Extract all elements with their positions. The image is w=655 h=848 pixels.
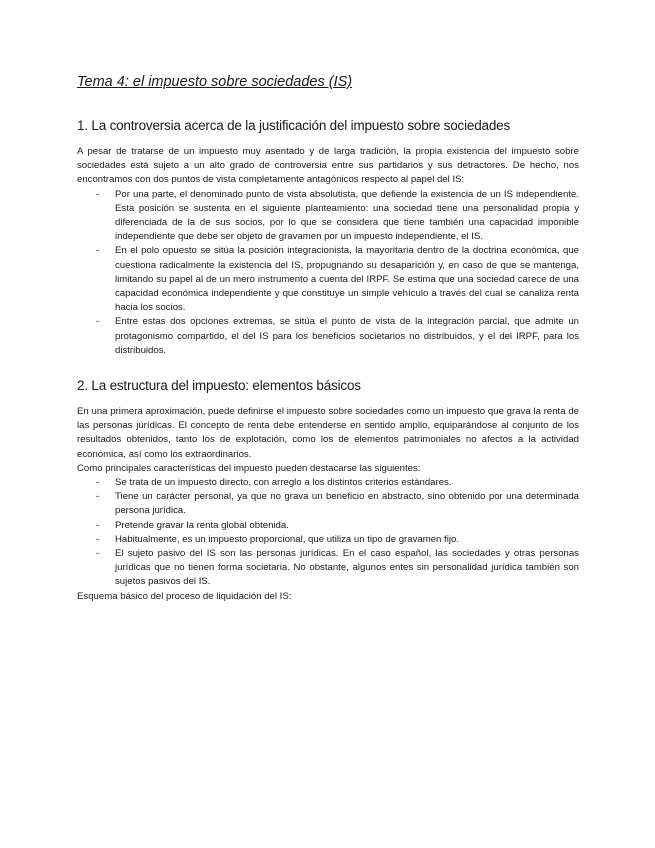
list-item-text: Tiene un carácter personal, ya que no grava un beneficio en abstracto, sino obtenido por una determinada persona jurídica. <box>115 491 579 517</box>
section-2-heading: 2. La estructura del impuesto: elementos básicos <box>77 378 361 394</box>
list-item-text: Entre estas dos opciones extremas, se sitúa el punto de vista de la integración parcial, que admite un protagonismo compartido, el del IS para los beneficios societarios no distribuidos, y el del IRPF, para los distribuidos. <box>115 316 579 356</box>
bullet-dash: - <box>96 477 100 489</box>
list-item-text: Se trata de un impuesto directo, con arreglo a los distintos criterios estándares. <box>115 477 452 489</box>
bullet-dash: - <box>96 491 100 503</box>
section-2-lead: Como principales características del impuesto pueden destacarse las siguientes: <box>77 462 421 474</box>
section-1-list <box>77 188 579 358</box>
list-item <box>77 547 579 590</box>
list-item-text: Por una parte, el denominado punto de vista absolutista, que defiende la existencia de un IS independiente. Esta posición se sustenta en el siguiente planteamiento: una sociedad tiene una personalidad propia y diferenciada de la de sus socios, por lo que se considera que tiene también una capacidad imponible independiente que debe ser objeto de gravamen por un impuesto independiente, el IS. <box>115 188 579 243</box>
list-item <box>77 476 579 490</box>
list-item-text: Pretende gravar la renta global obtenida. <box>115 519 289 531</box>
list-item-text: Habitualmente, es un impuesto proporcional, que utiliza un tipo de gravamen fijo. <box>115 533 459 545</box>
bullet-dash: - <box>96 533 100 545</box>
list-item <box>77 244 579 315</box>
document-title: Tema 4: el impuesto sobre sociedades (IS) <box>77 74 353 90</box>
bullet-dash: - <box>96 188 100 200</box>
list-item-text: El sujeto pasivo del IS son las personas jurídicas. En el caso español, las sociedades y otras personas jurídicas que no tienen forma societaria. No obstante, algunos entes sin personalidad jurídica también son sujetos pasivos del IS. <box>115 548 579 588</box>
document-page <box>77 74 579 604</box>
section-2-intro: En una primera aproximación, puede definirse el impuesto sobre sociedades como un impuesto que grava la renta de las personas jurídicas. El concepto de renta debe entenderse en sentido amplio, equiparándose al conjunto de los resultados obtenidos, tanto los de explotación, como los de elementos patrimoniales no afectos a la actividad económica, así como los extraordinarios. <box>77 406 579 460</box>
bullet-dash: - <box>96 316 100 328</box>
section-1-heading: 1. La controversia acerca de la justificación del impuesto sobre sociedades <box>77 118 510 133</box>
section-2-closing: Esquema básico del proceso de liquidación del IS: <box>77 590 292 602</box>
section-1-intro: A pesar de tratarse de un impuesto muy asentado y de larga tradición, la propia existencia del impuesto sobre sociedades está sujeto a un alto grado de controversia entre sus partidarios y sus detractores. De hecho, nos encontramos con dos puntos de vista completamente antagónicos respecto al papel del IS: <box>77 146 579 186</box>
section-2 <box>77 378 579 604</box>
bullet-dash: - <box>96 548 100 560</box>
list-item <box>77 519 579 533</box>
list-item <box>77 188 579 245</box>
list-item <box>77 315 579 358</box>
list-item <box>77 490 579 518</box>
section-2-list <box>77 476 579 590</box>
list-item <box>77 533 579 547</box>
bullet-dash: - <box>96 245 100 257</box>
bullet-dash: - <box>96 519 100 531</box>
list-item-text: En el polo opuesto se sitúa la posición integracionista, la mayoritaria dentro de la doctrina económica, que cuestiona radicalmente la existencia del IS, propugnando su desaparición y, en caso de que se mantenga, limitando su papel al de un mero instrumento a cuenta del IRPF. Se estima que una sociedad carece de una capacidad económica independiente y que constituye un simple vehículo a través del cual se canaliza renta hacia los socios. <box>115 245 579 314</box>
